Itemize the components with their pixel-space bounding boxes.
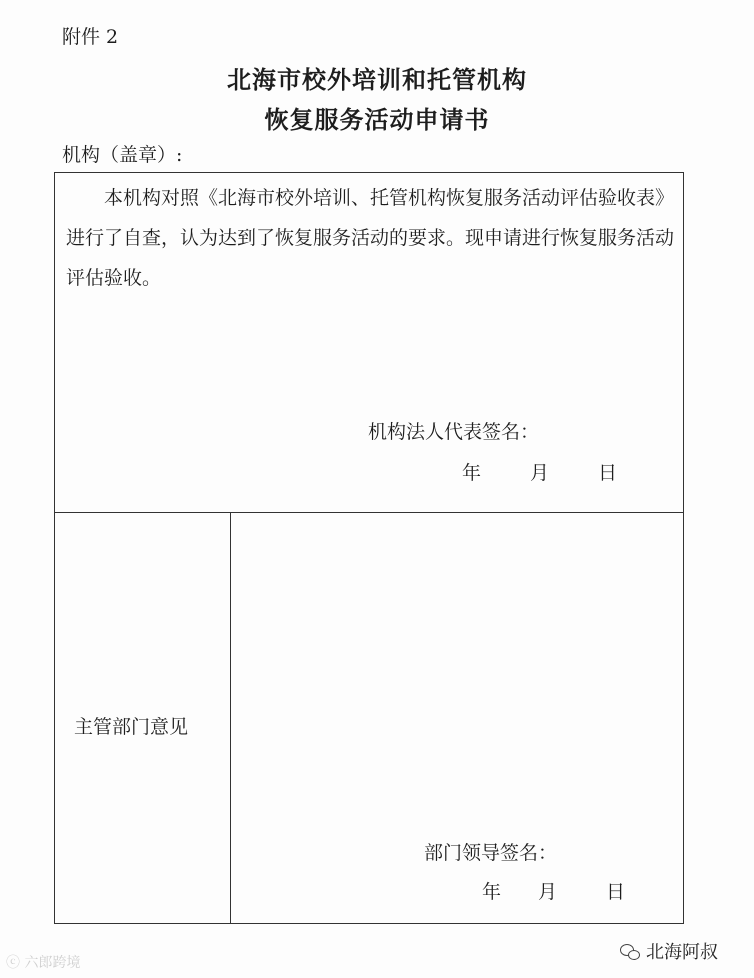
- wechat-icon: [620, 944, 640, 960]
- attachment-label: 附件 2: [62, 26, 119, 48]
- application-date-day: 日: [598, 462, 618, 484]
- document-title-line1: 北海市校外培训和托管机构: [227, 66, 527, 94]
- organization-seal-label: 机构（盖章）:: [62, 144, 183, 166]
- table-divider-vertical: [230, 512, 231, 924]
- watermark-right: [620, 938, 718, 964]
- department-date-month: 月: [538, 881, 558, 903]
- department-opinion-label: 主管部门意见: [74, 716, 189, 738]
- document-title-line2: 恢复服务活动申请书: [264, 106, 490, 134]
- application-statement: 本机构对照《北海市校外培训、托管机构恢复服务活动评估验收表》进行了自查，认为达到了恢复服务活动的要求。现申请进行恢复服务活动评估验收。: [66, 187, 675, 289]
- application-date-month: 月: [530, 462, 550, 484]
- leader-signature-label: 部门领导签名：: [424, 842, 558, 864]
- department-date-day: 日: [606, 881, 626, 903]
- watermark-left-text: 六郎跨境: [24, 955, 81, 971]
- representative-signature-label: 机构法人代表签名：: [368, 421, 540, 443]
- table-divider-horizontal: [54, 512, 684, 513]
- application-date-year: 年: [462, 462, 482, 484]
- department-date-year: 年: [482, 881, 502, 903]
- watermark-logo-icon: ⓒ: [6, 955, 20, 971]
- watermark-left: [6, 952, 80, 972]
- watermark-right-text: 北海阿叔: [646, 942, 718, 963]
